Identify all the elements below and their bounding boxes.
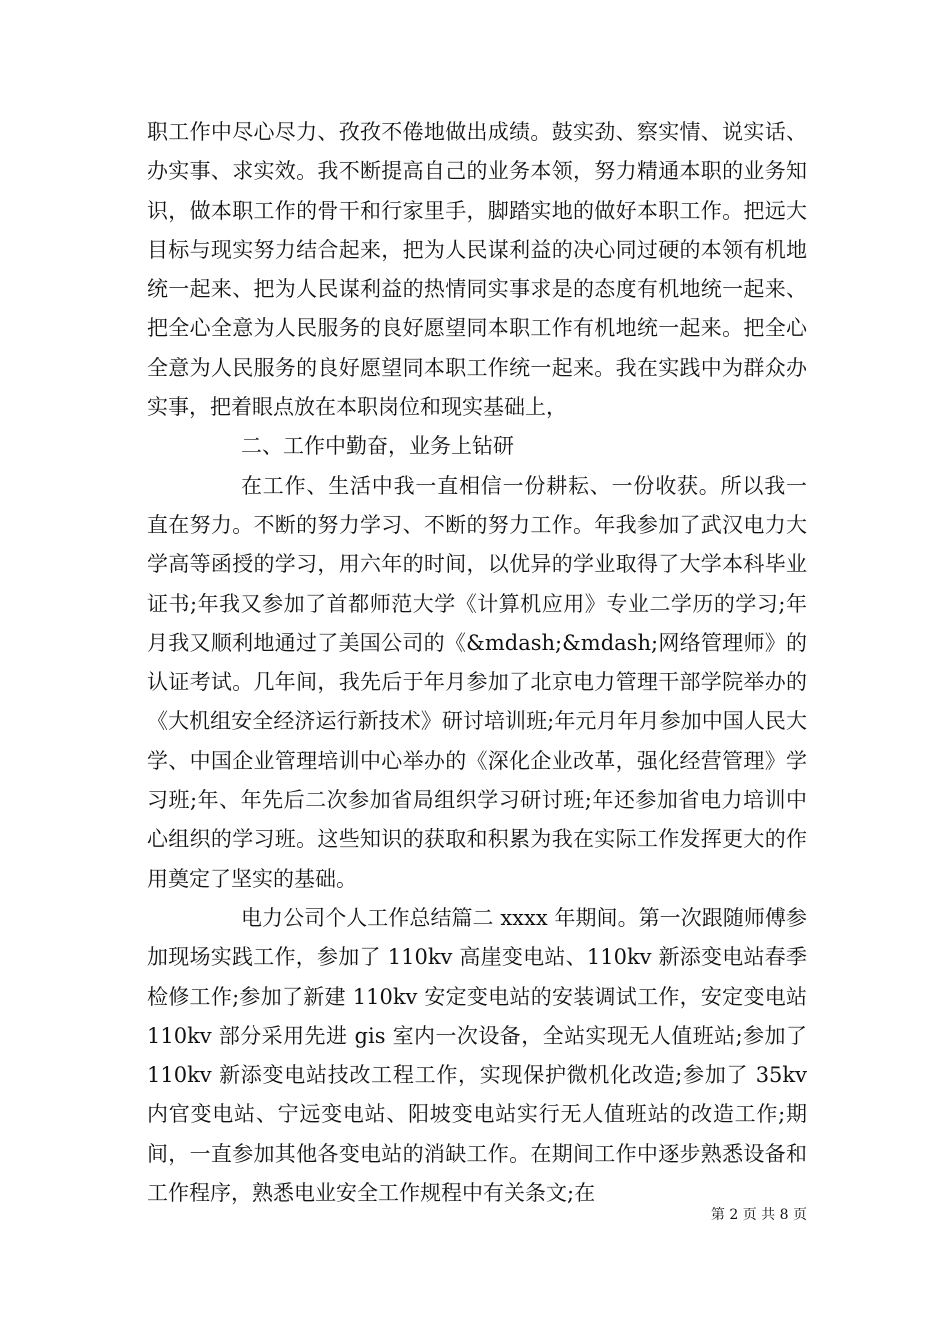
- section-heading: 二、工作中勤奋，业务上钻研: [241, 434, 514, 459]
- paragraph-3: 电力公司个人工作总结篇二 xxxx 年期间。第一次跟随师傅参加现场实践工作，参加了 110kv 高崖变电站、110kv 新添变电站春季检修工作;参加了新建 110kv 安定变电站的安装调试工作，安定变电站 110kv 部分采用先进 gis 室内一次设备，全站实现无人值班站;参加了 110kv 新添变电站技改工程工作，实现保护微机化改造;参加了 35kv 内官变电站、宁远变电站、阳坡变电站实行无人值班站的改造工作;期间，一直参加其他各变电站的消缺工作。在期间工作中逐步熟悉设备和工作程序，熟悉电业安全工作规程中有关条文;在: [147, 905, 807, 1206]
- paragraph-1: 职工作中尽心尽力、孜孜不倦地做出成绩。鼓实劲、察实情、说实话、办实事、求实效。我不断提高自己的业务本领，努力精通本职的业务知识，做本职工作的骨干和行家里手，脚踏实地的做好本职工作。把远大目标与现实努力结合起来，把为人民谋利益的决心同过硬的本领有机地统一起来、把为人民谋利益的热情同实事求是的态度有机地统一起来、把全心全意为人民服务的良好愿望同本职工作有机地统一起来。把全心全意为人民服务的良好愿望同本职工作统一起来。我在实践中为群众办实事，把着眼点放在本职岗位和现实基础上，: [147, 120, 807, 420]
- body-text: [147, 113, 807, 1213]
- paragraph-2: 在工作、生活中我一直相信一份耕耘、一份收获。所以我一直在努力。不断的努力学习、不断的努力工作。年我参加了武汉电力大学高等函授的学习，用六年的时间，以优异的学业取得了大学本科毕业证书;年我又参加了首都师范大学《计算机应用》专业二学历的学习;年月我又顺利地通过了美国公司的《&mdash;&mdash;网络管理师》的认证考试。几年间，我先后于年月参加了北京电力管理干部学院举办的《大机组安全经济运行新技术》研讨培训班;年元月年月参加中国人民大学、中国企业管理培训中心举办的《深化企业改革，强化经营管理》学习班;年、年先后二次参加省局组织学习研讨班;年还参加省电力培训中心组织的学习班。这些知识的获取和积累为我在实际工作发挥更大的作用奠定了坚实的基础。: [147, 473, 807, 891]
- page-number: 第 2 页 共 8 页: [710, 1207, 807, 1223]
